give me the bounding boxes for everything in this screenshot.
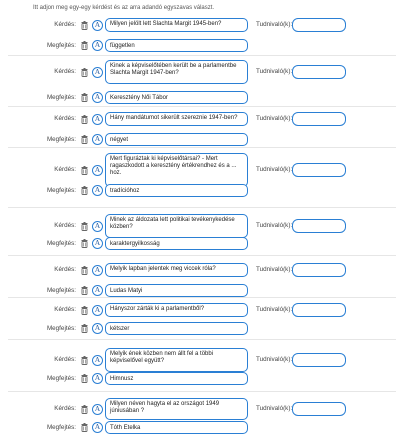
- trash-icon[interactable]: [81, 186, 88, 195]
- trash-icon[interactable]: [81, 115, 88, 124]
- note-label: Tudnivaló(k):: [256, 405, 293, 412]
- note-label: Tudnivaló(k):: [256, 115, 293, 122]
- trash-icon[interactable]: [81, 222, 88, 231]
- trash-icon[interactable]: [81, 68, 88, 77]
- text-format-button[interactable]: A: [92, 134, 103, 145]
- answer-label: Megfejtés:: [46, 423, 76, 431]
- answer-input[interactable]: Keresztény Női Tábor: [105, 91, 248, 104]
- answer-label: Megfejtés:: [46, 286, 76, 294]
- intro-text: Itt adjon meg egy-egy kérdést és az arra adandó egyszavas választ.: [33, 5, 215, 11]
- question-label: Kérdés:: [54, 68, 76, 75]
- row-separator: [8, 339, 396, 340]
- answer-input[interactable]: független: [105, 39, 248, 52]
- trash-icon[interactable]: [81, 93, 88, 102]
- text-format-button[interactable]: A: [92, 404, 103, 415]
- trash-icon[interactable]: [81, 324, 88, 333]
- trash-icon[interactable]: [81, 166, 88, 175]
- trash-icon[interactable]: [81, 286, 88, 295]
- text-format-button[interactable]: A: [92, 305, 103, 316]
- note-input[interactable]: [292, 112, 346, 126]
- row-separator: [8, 207, 396, 208]
- trash-icon[interactable]: [81, 405, 88, 414]
- note-label: Tudnivaló(k):: [256, 306, 293, 313]
- answer-input[interactable]: Tóth Etelka: [105, 421, 248, 434]
- row-separator: [8, 297, 396, 298]
- note-label: Tudnivaló(k):: [256, 266, 293, 273]
- trash-icon[interactable]: [81, 356, 88, 365]
- note-input[interactable]: [292, 65, 346, 79]
- question-label: Kérdés:: [54, 405, 76, 412]
- text-format-button[interactable]: A: [92, 265, 103, 276]
- note-label: Tudnivaló(k):: [256, 166, 293, 173]
- row-separator: [8, 147, 396, 148]
- text-format-button[interactable]: A: [92, 323, 103, 334]
- note-input[interactable]: [292, 18, 346, 32]
- answer-input[interactable]: kétszer: [105, 322, 248, 335]
- note-label: Tudnivaló(k):: [256, 222, 293, 229]
- note-input[interactable]: [292, 163, 346, 177]
- question-label: Kérdés:: [54, 356, 76, 363]
- question-label: Kérdés:: [54, 166, 76, 173]
- question-input[interactable]: Minek az áldozata lett politikai tevékenykedése közben?: [105, 214, 248, 238]
- text-format-button[interactable]: A: [92, 185, 103, 196]
- question-label: Kérdés:: [54, 222, 76, 229]
- text-format-button[interactable]: A: [92, 355, 103, 366]
- answer-label: Megfejtés:: [46, 41, 76, 49]
- answer-label: Megfejtés:: [46, 324, 76, 332]
- answer-input[interactable]: Ludas Matyi: [105, 284, 248, 297]
- answer-label: Megfejtés:: [46, 93, 76, 101]
- question-input[interactable]: Milyen jelölt lett Slachta Margit 1945-ben?: [105, 18, 248, 32]
- question-label: Kérdés:: [54, 306, 76, 313]
- note-label: Tudnivaló(k):: [256, 68, 293, 75]
- text-format-button[interactable]: A: [92, 20, 103, 31]
- text-format-button[interactable]: A: [92, 422, 103, 433]
- row-separator: [8, 255, 396, 256]
- note-label: Tudnivaló(k):: [256, 21, 293, 28]
- text-format-button[interactable]: A: [92, 285, 103, 296]
- answer-input[interactable]: tradícióhoz: [105, 184, 248, 197]
- question-input[interactable]: Hány mandátumot sikerült szereznie 1947-ben?: [105, 112, 248, 126]
- text-format-button[interactable]: A: [92, 221, 103, 232]
- note-input[interactable]: [292, 263, 346, 277]
- trash-icon[interactable]: [81, 41, 88, 50]
- answer-label: Megfejtés:: [46, 239, 76, 247]
- row-separator: [8, 55, 396, 56]
- question-label: Kérdés:: [54, 115, 76, 122]
- text-format-button[interactable]: A: [92, 67, 103, 78]
- question-label: Kérdés:: [54, 266, 76, 273]
- note-label: Tudnivaló(k):: [256, 356, 293, 363]
- answer-input[interactable]: négyet: [105, 133, 248, 146]
- trash-icon[interactable]: [81, 21, 88, 30]
- note-input[interactable]: [292, 219, 346, 233]
- trash-icon[interactable]: [81, 135, 88, 144]
- note-input[interactable]: [292, 402, 346, 416]
- text-format-button[interactable]: A: [92, 238, 103, 249]
- note-input[interactable]: [292, 353, 346, 367]
- trash-icon[interactable]: [81, 239, 88, 248]
- question-input[interactable]: Kinek a képviselőtében került be a parlamentbe Slachta Margit 1947-ben?: [105, 60, 248, 84]
- question-input[interactable]: Melyik lapban jelentek meg viccek róla?: [105, 263, 248, 277]
- text-format-button[interactable]: A: [92, 40, 103, 51]
- answer-label: Megfejtés:: [46, 186, 76, 194]
- answer-label: Megfejtés:: [46, 374, 76, 382]
- answer-label: Megfejtés:: [46, 135, 76, 143]
- question-label: Kérdés:: [54, 21, 76, 28]
- question-input[interactable]: Hányszor zárták ki a parlamentből?: [105, 303, 248, 317]
- text-format-button[interactable]: A: [92, 114, 103, 125]
- answer-input[interactable]: karaktergyilkosság: [105, 237, 248, 250]
- question-input[interactable]: Milyen néven hagyta el az országot 1949 júniusában ?: [105, 398, 248, 420]
- trash-icon[interactable]: [81, 306, 88, 315]
- trash-icon[interactable]: [81, 423, 88, 432]
- text-format-button[interactable]: A: [92, 92, 103, 103]
- answer-input[interactable]: Himnusz: [105, 372, 248, 385]
- note-input[interactable]: [292, 303, 346, 317]
- question-input[interactable]: Melyik ének közben nem állt fel a többi képviselővel együtt?: [105, 348, 248, 372]
- trash-icon[interactable]: [81, 374, 88, 383]
- text-format-button[interactable]: A: [92, 165, 103, 176]
- row-separator: [8, 106, 396, 107]
- row-separator: [8, 391, 396, 392]
- question-input[interactable]: Mert figuráztak ki képviselőtársai? - Mert ragaszkodott a keresztény értékrendhez és a ... hoz.: [105, 153, 248, 187]
- trash-icon[interactable]: [81, 266, 88, 275]
- text-format-button[interactable]: A: [92, 373, 103, 384]
